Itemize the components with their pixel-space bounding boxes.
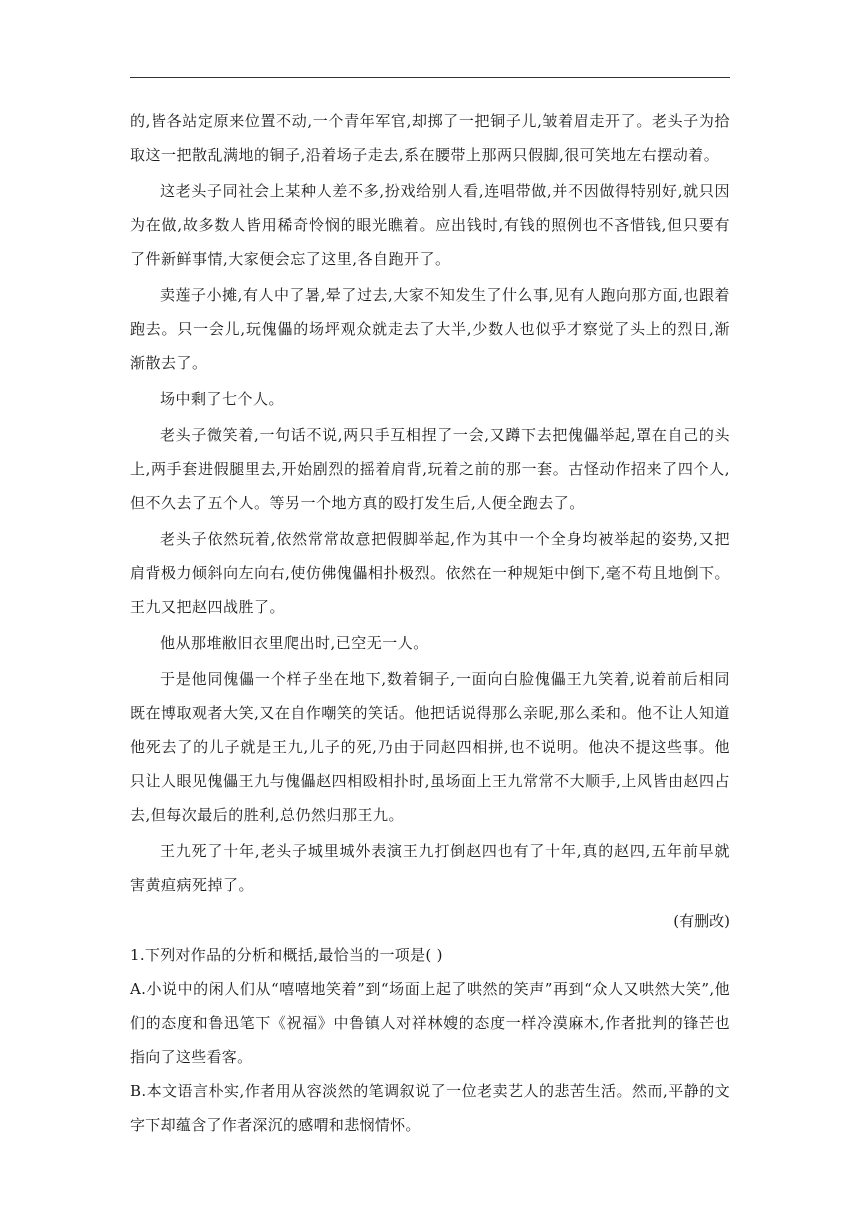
paragraph: 卖莲子小摊,有人中了暑,晕了过去,大家不知发生了什么事,见有人跑向那方面,也跟着跑去。只一会儿,玩傀儡的场坪观众就走去了大半,少数人也似乎才察觉了头上的烈日,渐渐散去了。	[130, 286, 730, 372]
paragraph: 老头子微笑着,一句话不说,两只手互相捏了一会,又蹲下去把傀儡举起,罩在自己的头上,两手套进假腿里去,开始剧烈的摇着肩背,玩着之前的那一套。古怪动作招来了四个人,但不久去了五个人。等另一个地方真的殴打发生后,人便全跑去了。	[130, 426, 730, 512]
paragraph: 于是他同傀儡一个样子坐在地下,数着铜子,一面向白脸傀儡王九笑着,说着前后相同既在博取观者大笑,又在自作嘲笑的笑话。他把话说得那么亲昵,那么柔和。他不让人知道他死去了的儿子就是王九,儿子的死,乃由于同赵四相拼,也不说明。他决不提这些事。他只让人眼见傀儡王九与傀儡赵四相殴相扑时,虽场面上王九常常不大顺手,上风皆由赵四占去,但每次最后的胜利,总仍然归那王九。	[130, 670, 730, 824]
paragraph: 老头子依然玩着,依然常常故意把假脚举起,作为其中一个全身均被举起的姿势,又把肩背极力倾斜向左向右,使仿佛傀儡相扑极烈。依然在一种规矩中倒下,毫不苟且地倒下。王九又把赵四战胜了。	[130, 530, 730, 616]
question-option-a: A.小说中的闲人们从“嘻嘻地笑着”到“场面上起了哄然的笑声”再到“众人又哄然大笑”,他们的态度和鲁迅笔下《祝福》中鲁镇人对祥林嫂的态度一样冷漠麻木,作者批判的锋芒也指向了这些看客。	[130, 980, 730, 1066]
header-rule	[130, 77, 730, 78]
paragraph: 王九死了十年,老头子城里城外表演王九打倒赵四也有了十年,真的赵四,五年前早就害黄疸病死掉了。	[130, 842, 730, 894]
question-stem: 1.下列对作品的分析和概括,最恰当的一项是( )	[130, 946, 443, 964]
question-option-b: B.本文语言朴实,作者用从容淡然的笔调叙说了一位老卖艺人的悲苦生活。然而,平静的文字下却蕴含了作者深沉的感喟和悲悯情怀。	[130, 1082, 730, 1134]
paragraph: 场中剩了七个人。	[160, 390, 285, 408]
paragraph: 他从那堆敝旧衣里爬出时,已空无一人。	[160, 634, 429, 652]
paragraph-continuation: 的,皆各站定原来位置不动,一个青年军官,却掷了一把铜子儿,皱着眉走开了。老头子为拾取这一把散乱满地的铜子,沿着场子走去,系在腰带上那两只假脚,很可笑地左右摆动着。	[130, 112, 730, 164]
source-note: (有删改)	[673, 912, 730, 930]
paragraph: 这老头子同社会上某种人差不多,扮戏给别人看,连唱带做,并不因做得特别好,就只因为在做,故多数人皆用稀奇怜悯的眼光瞧着。应出钱时,有钱的照例也不吝惜钱,但只要有了件新鲜事情,大家便会忘了这里,各自跑开了。	[130, 182, 730, 268]
document-body	[130, 104, 730, 1142]
